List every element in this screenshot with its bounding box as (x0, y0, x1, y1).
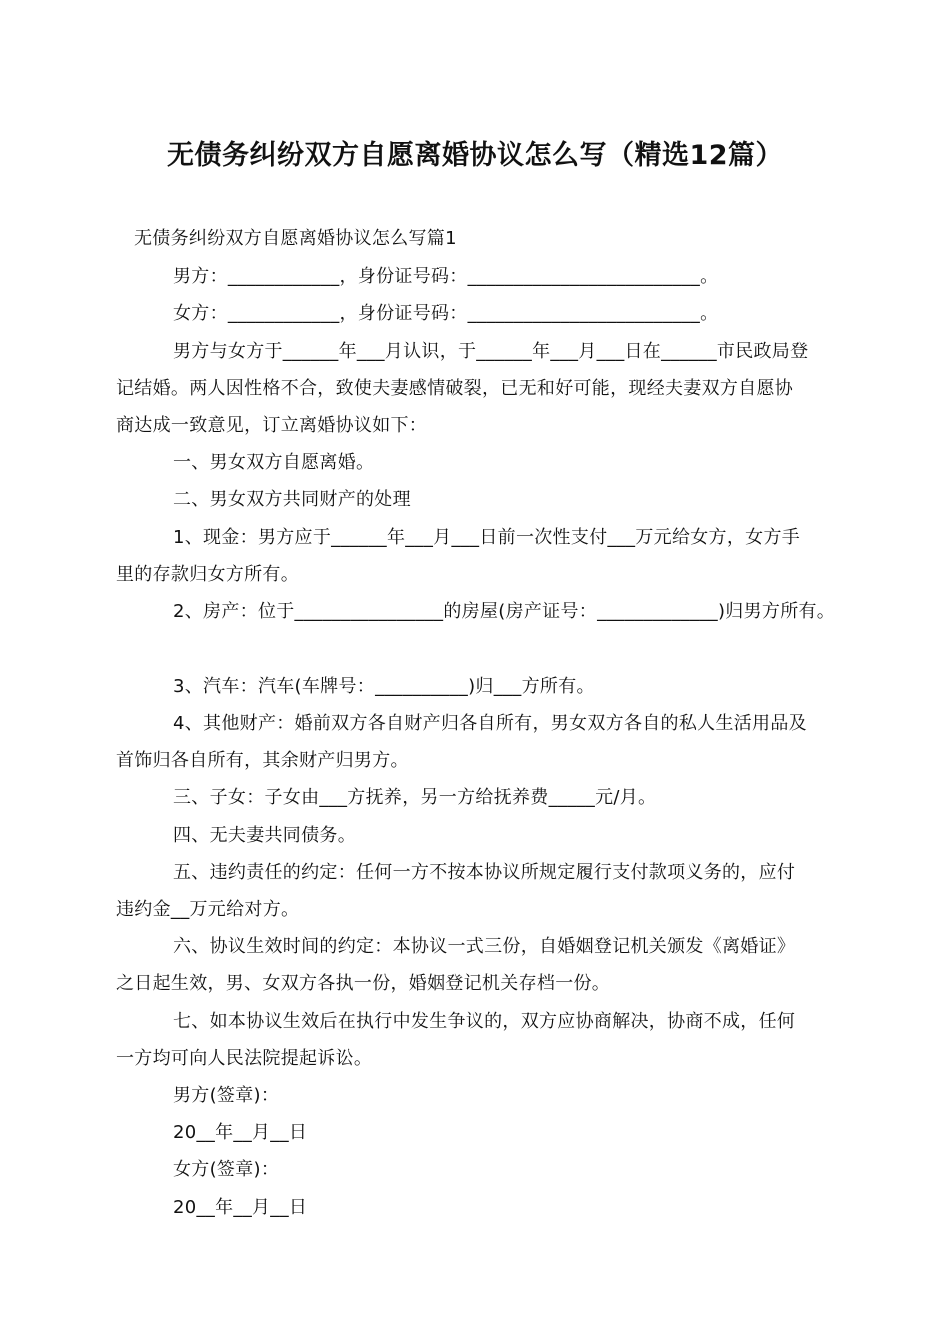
female-party-line: 女方：____________，身份证号码：_________________________。 (173, 303, 719, 324)
section-title: 无债务纠纷双方自愿离婚协议怎么写篇1 (134, 228, 457, 249)
clause-line: 首饰归各自所有，其余财产归男方。 (116, 750, 409, 771)
paragraph-line: 商达成一致意见，订立离婚协议如下： (116, 415, 428, 436)
clause-line: 4、其他财产：婚前双方各自财产归各自所有，男女双方各自的私人生活用品及 (173, 713, 807, 734)
clause-line: 一方均可向人民法院提起诉讼。 (116, 1048, 373, 1069)
clause-line: 2、房产：位于________________的房屋(房产证号：_____________)归男方所有。 (173, 601, 836, 622)
male-party-line: 男方：____________，身份证号码：_________________________。 (173, 266, 719, 287)
male-signature-label: 男方(签章)： (173, 1085, 280, 1106)
clause-line: 三、子女：子女由___方抚养，另一方给抚养费_____元/月。 (173, 787, 657, 808)
clause-line: 四、无夫妻共同债务。 (173, 825, 356, 846)
female-signature-date: 20__年__月__日 (173, 1197, 308, 1218)
clause-line: 五、违约责任的约定：任何一方不按本协议所规定履行支付款项义务的，应付 (173, 862, 796, 883)
paragraph-line: 男方与女方于______年___月认识，于______年___月___日在______市民政局登 (173, 341, 809, 362)
clause-line: 之日起生效，男、女双方各执一份，婚姻登记机关存档一份。 (116, 973, 611, 994)
clause-line: 违约金__万元给对方。 (116, 899, 300, 920)
male-signature-date: 20__年__月__日 (173, 1122, 308, 1143)
paragraph-line: 记结婚。两人因性格不合，致使夫妻感情破裂，已无和好可能，现经夫妻双方自愿协 (116, 378, 794, 399)
clause-line: 3、汽车：汽车(车牌号：__________)归___方所有。 (173, 676, 595, 697)
clause-line: 六、协议生效时间的约定：本协议一式三份，自婚姻登记机关颁发《离婚证》 (173, 936, 796, 957)
clause-line: 二、男女双方共同财产的处理 (173, 489, 411, 510)
clause-line: 1、现金：男方应于______年___月___日前一次性支付___万元给女方，女方手 (173, 527, 801, 548)
document-title: 无债务纠纷双方自愿离婚协议怎么写（精选12篇） (166, 140, 784, 171)
clause-line: 七、如本协议生效后在执行中发生争议的，双方应协商解决，协商不成，任何 (173, 1011, 796, 1032)
clause-line: 一、男女双方自愿离婚。 (173, 452, 375, 473)
female-signature-label: 女方(签章)： (173, 1159, 280, 1180)
clause-line: 里的存款归女方所有。 (116, 564, 299, 585)
